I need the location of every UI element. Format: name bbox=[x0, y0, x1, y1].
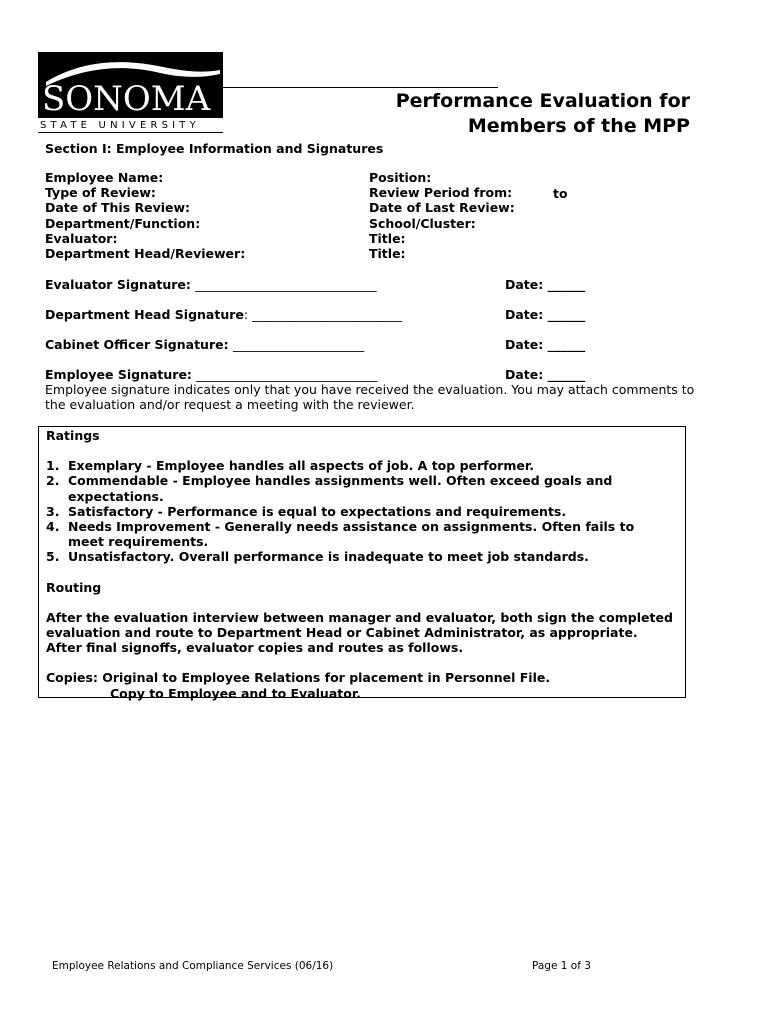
copies-line: Copies: Original to Employee Relations for placement in Personnel File. bbox=[46, 670, 551, 686]
evaluator-date[interactable]: Date: ______ bbox=[505, 277, 586, 292]
employee-info-right bbox=[369, 170, 515, 261]
rating-item bbox=[46, 473, 673, 503]
ratings-list bbox=[46, 458, 673, 564]
field-label: School/Cluster: bbox=[369, 215, 476, 231]
field-label: Department Head/Reviewer: bbox=[45, 246, 246, 262]
rating-item bbox=[46, 458, 673, 473]
evaluator-signature-row bbox=[45, 277, 377, 292]
rating-text: expectations. bbox=[68, 488, 164, 504]
rating-text: Needs Improvement - Generally needs assistance on assignments. Often fails to bbox=[68, 519, 635, 535]
field-label: Date of This Review: bbox=[45, 200, 191, 216]
signature-colon: : bbox=[243, 307, 253, 322]
signature-label: Cabinet Officer Signature: bbox=[45, 337, 233, 352]
rating-text: meet requirements. bbox=[68, 534, 209, 550]
signature-label: Department Head Signature bbox=[45, 307, 244, 322]
routing-line: evaluation and route to Department Head or Cabinet Administrator, as appropriate. bbox=[46, 625, 638, 641]
routing-line: After the evaluation interview between manager and evaluator, both sign the completed bbox=[46, 609, 673, 625]
logo-name: SONOMA bbox=[42, 79, 211, 119]
header-rule bbox=[222, 87, 498, 88]
ratings-heading: Ratings bbox=[46, 428, 100, 443]
field-label: Employee Name: bbox=[45, 170, 164, 185]
routing-heading: Routing bbox=[46, 579, 102, 595]
field-label: Review Period from: bbox=[369, 185, 513, 201]
note-line: the evaluation and/or request a meeting with the reviewer. bbox=[45, 397, 415, 412]
signature-label: Evaluator Signature: bbox=[45, 277, 196, 292]
employee-date[interactable]: Date: ______ bbox=[505, 367, 586, 382]
employee-signature-note bbox=[45, 382, 694, 412]
field-label: Date of Last Review: bbox=[369, 200, 515, 216]
routing-line: After final signoffs, evaluator copies and routes as follows. bbox=[46, 640, 464, 656]
logo-subtitle: STATE UNIVERSITY bbox=[40, 120, 200, 131]
ratings-routing-box bbox=[38, 426, 686, 701]
signature-line[interactable]: _____________________________ bbox=[195, 277, 377, 292]
title-line-1: Performance Evaluation for bbox=[395, 90, 690, 112]
rating-item bbox=[46, 519, 673, 549]
signature-line[interactable]: _____________________________ bbox=[196, 367, 378, 382]
rating-text: Commendable - Employee handles assignments well. Often exceed goals and bbox=[68, 473, 613, 489]
signature-line[interactable]: ________________________ bbox=[252, 307, 403, 322]
employee-info-left bbox=[45, 170, 245, 261]
field-label: Type of Review: bbox=[45, 185, 156, 201]
cabinet-officer-date[interactable]: Date: ______ bbox=[505, 337, 586, 352]
rating-text: Exemplary - Employee handles all aspects of job. A top performer. bbox=[68, 458, 534, 474]
rating-number: 5. bbox=[46, 549, 60, 565]
rating-number: 1. bbox=[46, 458, 60, 474]
employee-signature-row bbox=[45, 367, 378, 382]
department-head-signature-row bbox=[45, 307, 402, 322]
rating-item bbox=[46, 504, 673, 519]
rating-item bbox=[46, 549, 673, 564]
logo-divider bbox=[38, 132, 223, 133]
page-title bbox=[396, 89, 690, 139]
title-line-2: Members of the MPP bbox=[467, 115, 690, 137]
rating-number: 4. bbox=[46, 519, 60, 535]
logo-mark bbox=[38, 52, 223, 118]
ratings-routing-content bbox=[46, 427, 673, 701]
field-label: Position: bbox=[369, 170, 432, 185]
signature-line[interactable]: _____________________ bbox=[232, 337, 365, 352]
rating-text: Satisfactory - Performance is equal to expectations and requirements. bbox=[68, 503, 567, 519]
university-logo bbox=[38, 52, 223, 134]
section-heading: Section I: Employee Information and Signatures bbox=[45, 141, 384, 156]
review-period-to: to bbox=[553, 186, 568, 201]
field-label: Department/Function: bbox=[45, 215, 201, 231]
signature-label: Employee Signature: bbox=[45, 367, 197, 382]
note-line: Employee signature indicates only that you have received the evaluation. You may attach comments to bbox=[45, 382, 695, 397]
field-label: Title: bbox=[369, 246, 406, 262]
rating-text: Unsatisfactory. Overall performance is inadequate to meet job standards. bbox=[68, 549, 589, 565]
footer-page-number: Page 1 of 3 bbox=[532, 960, 591, 972]
field-label: Evaluator: bbox=[45, 230, 118, 246]
rating-number: 3. bbox=[46, 503, 60, 519]
copies-line: Copy to Employee and to Evaluator. bbox=[110, 685, 361, 701]
footer-department: Employee Relations and Compliance Services (06/16) bbox=[52, 960, 334, 972]
cabinet-officer-signature-row bbox=[45, 337, 364, 352]
rating-number: 2. bbox=[46, 473, 60, 489]
department-head-date[interactable]: Date: ______ bbox=[505, 307, 586, 322]
field-label: Title: bbox=[369, 230, 406, 246]
